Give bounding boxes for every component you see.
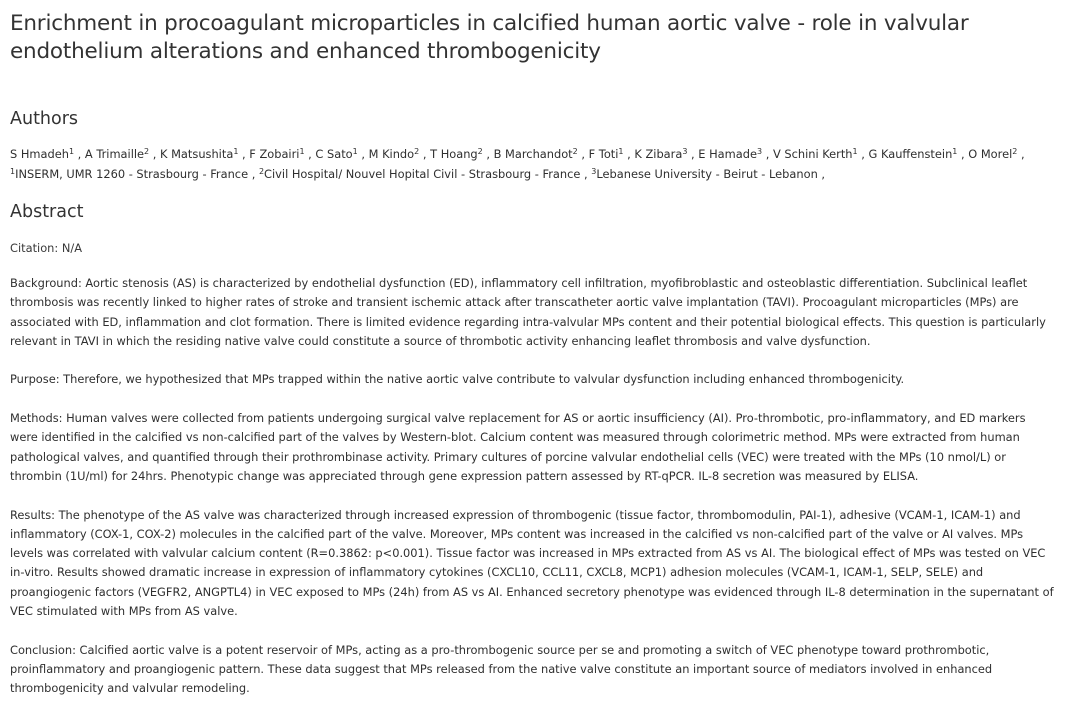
author xyxy=(160,147,238,161)
author-separator: , xyxy=(762,147,773,161)
author xyxy=(589,147,624,161)
author-affiliation-number: 1 xyxy=(618,147,624,156)
author-name: A Trimaille xyxy=(84,147,145,161)
author-name: G Kauffenstein xyxy=(868,147,953,161)
affiliation-separator: , xyxy=(817,166,826,181)
author xyxy=(494,147,578,161)
affiliation-number: 1 xyxy=(10,166,16,176)
results-paragraph: Results: The phenotype of the AS valve was characterized through increased expression of thrombogenic (tissue factor, thrombomodulin, PAI-1), adhesive (VCAM-1, ICAM-1) and inflammatory (COX-1, COX-2) molecules in the calcified part of the valve. Moreover, MPs content was increased in the calcified vs non-calcified part of the valve or AI valves. MPs levels was correlated with valvular calcium content (R=0.3862: p<0.001). Tissue factor was increased in MPs extracted from AS vs AI. The biological effect of MPs was tested on VEC in-vitro. Results showed dramatic increase in expression of inflammatory cytokines (CXCL10, CCL11, CXCL8, MCP1) adhesion molecules (VCAM-1, ICAM-1, SELP, SELE) and proangiogenic factors (VEGFR2, ANGPTL4) in VEC exposed to MPs (24h) from AS vs AI. Enhanced secretory phenotype was evidenced through IL-8 determination in the supernatant of VEC stimulated with MPs from AS valve. xyxy=(10,507,1054,619)
author-name: E Hamade xyxy=(698,147,757,161)
affiliation-list xyxy=(10,165,1056,185)
author-separator: , xyxy=(623,147,635,161)
author-affiliation-number: 1 xyxy=(852,147,858,156)
abstract-body xyxy=(10,274,1056,718)
author xyxy=(430,147,483,161)
author-affiliation-number: 2 xyxy=(477,147,483,156)
affiliation-separator: , xyxy=(248,166,259,181)
author-name: F Toti xyxy=(588,147,619,161)
affiliation-number: 3 xyxy=(591,166,597,176)
author-separator: , xyxy=(357,147,369,161)
author xyxy=(10,147,74,161)
affiliation xyxy=(259,167,580,181)
conclusion-paragraph: Conclusion: Calcified aortic valve is a potent reservoir of MPs, acting as a pro-thrombogenic source per se and promoting a switch of VEC phenotype toward prothrombotic, proinflammatory and proangiogenic pattern. These data suggest that MPs released from the native valve constitute an important source of mediators involved in enhanced thrombogenicity and valvular remodeling. xyxy=(10,642,993,696)
article xyxy=(10,0,1056,696)
author-separator: , xyxy=(857,147,869,161)
author-separator: , xyxy=(149,147,161,161)
author-affiliation-number: 3 xyxy=(682,147,688,156)
author xyxy=(369,147,420,161)
author-separator: , xyxy=(419,147,431,161)
affiliation-text: Civil Hospital/ Nouvel Hopital Civil - Strasbourg - France xyxy=(264,166,581,181)
author-affiliation-number: 1 xyxy=(352,147,358,156)
citation-line: Citation: N/A xyxy=(10,241,82,255)
author-separator: , xyxy=(482,147,494,161)
affiliation-separator: , xyxy=(580,166,592,181)
author-separator: , xyxy=(304,147,316,161)
author-affiliation-number: 2 xyxy=(144,147,150,156)
authors-heading: Authors xyxy=(10,109,79,129)
author xyxy=(968,147,1017,161)
author-separator: , xyxy=(238,147,250,161)
author-separator: , xyxy=(957,147,969,161)
author-affiliation-number: 2 xyxy=(572,147,578,156)
affiliation-text: INSERM, UMR 1260 - Strasbourg - France xyxy=(15,166,249,181)
affiliation-text: Lebanese University - Beirut - Lebanon xyxy=(596,166,818,181)
affiliation xyxy=(591,167,818,181)
author-separator: , xyxy=(577,147,589,161)
article-title: Enrichment in procoagulant microparticles in calcified human aortic valve - role in valvular endothelium alterations and enhanced thrombogenicity xyxy=(10,11,969,64)
author xyxy=(249,147,304,161)
author-name: B Marchandot xyxy=(493,147,573,161)
author xyxy=(634,147,687,161)
author-affiliation-number: 1 xyxy=(299,147,305,156)
author-name: K Matsushita xyxy=(160,147,234,161)
author-affiliation-number: 1 xyxy=(233,147,239,156)
author-name: C Sato xyxy=(315,147,353,161)
author-affiliation-number: 1 xyxy=(952,147,958,156)
author-name: T Hoang xyxy=(430,147,478,161)
methods-paragraph: Methods: Human valves were collected from patients undergoing surgical valve replacement for AS or aortic insufficiency (AI). Pro-thrombotic, pro-inflammatory, and ED markers were identified in the calcified vs non-calcified part of the valves by Western-blot. Calcium content was measured through colorimetric method. MPs were extracted from human pathological valves, and quantified through their prothrombinase activity. Primary cultures of porcine valvular endothelial cells (VEC) were treated with the MPs (10 nmol/L) or thrombin (1U/ml) for 24hrs. Phenotypic change was appreciated through gene expression pattern assessed by RT-qPCR. IL-8 secretion was measured by ELISA. xyxy=(10,411,1026,483)
author-affiliation-number: 1 xyxy=(68,147,75,156)
author-separator: , xyxy=(1017,147,1025,161)
author-affiliation-number: 2 xyxy=(1012,147,1018,156)
author-name: V Schini Kerth xyxy=(772,147,853,161)
author xyxy=(85,147,149,161)
author xyxy=(698,147,762,161)
authors-block xyxy=(10,145,1056,184)
author xyxy=(773,147,858,161)
author-name: M Kindo xyxy=(368,147,415,161)
author-separator: , xyxy=(74,147,85,161)
author-name: F Zobairi xyxy=(249,147,300,161)
author-separator: , xyxy=(687,147,699,161)
author-name: K Zibara xyxy=(634,147,683,161)
author-affiliation-number: 2 xyxy=(414,147,420,156)
author-name: O Morel xyxy=(968,147,1013,161)
abstract-heading: Abstract xyxy=(10,202,84,222)
author xyxy=(869,147,958,161)
background-paragraph: Background: Aortic stenosis (AS) is characterized by endothelial dysfunction (ED), inflammatory cell infiltration, myofibroblastic and osteoblastic differentiation. Subclinical leaflet thrombosis was recently linked to higher rates of stroke and transient ischemic attack after transcatheter aortic valve implantation (TAVI). Procoagulant microparticles (MPs) are associated with ED, inflammation and clot formation. There is limited evidence regarding intra-valvular MPs content and their potential biological effects. This question is particularly relevant in TAVI in which the residing native valve could constitute a source of thrombotic activity enhancing leaflet thrombosis and valve dysfunction. xyxy=(10,276,1046,348)
affiliation xyxy=(10,167,248,181)
purpose-paragraph: Purpose: Therefore, we hypothesized that MPs trapped within the native aortic valve contribute to valvular dysfunction including enhanced thrombogenicity. xyxy=(10,372,905,387)
affiliation-number: 2 xyxy=(258,166,265,176)
author xyxy=(315,147,357,161)
author-affiliation-number: 3 xyxy=(756,147,763,156)
author-name: S Hmadeh xyxy=(10,147,69,161)
author-list xyxy=(10,145,1056,165)
